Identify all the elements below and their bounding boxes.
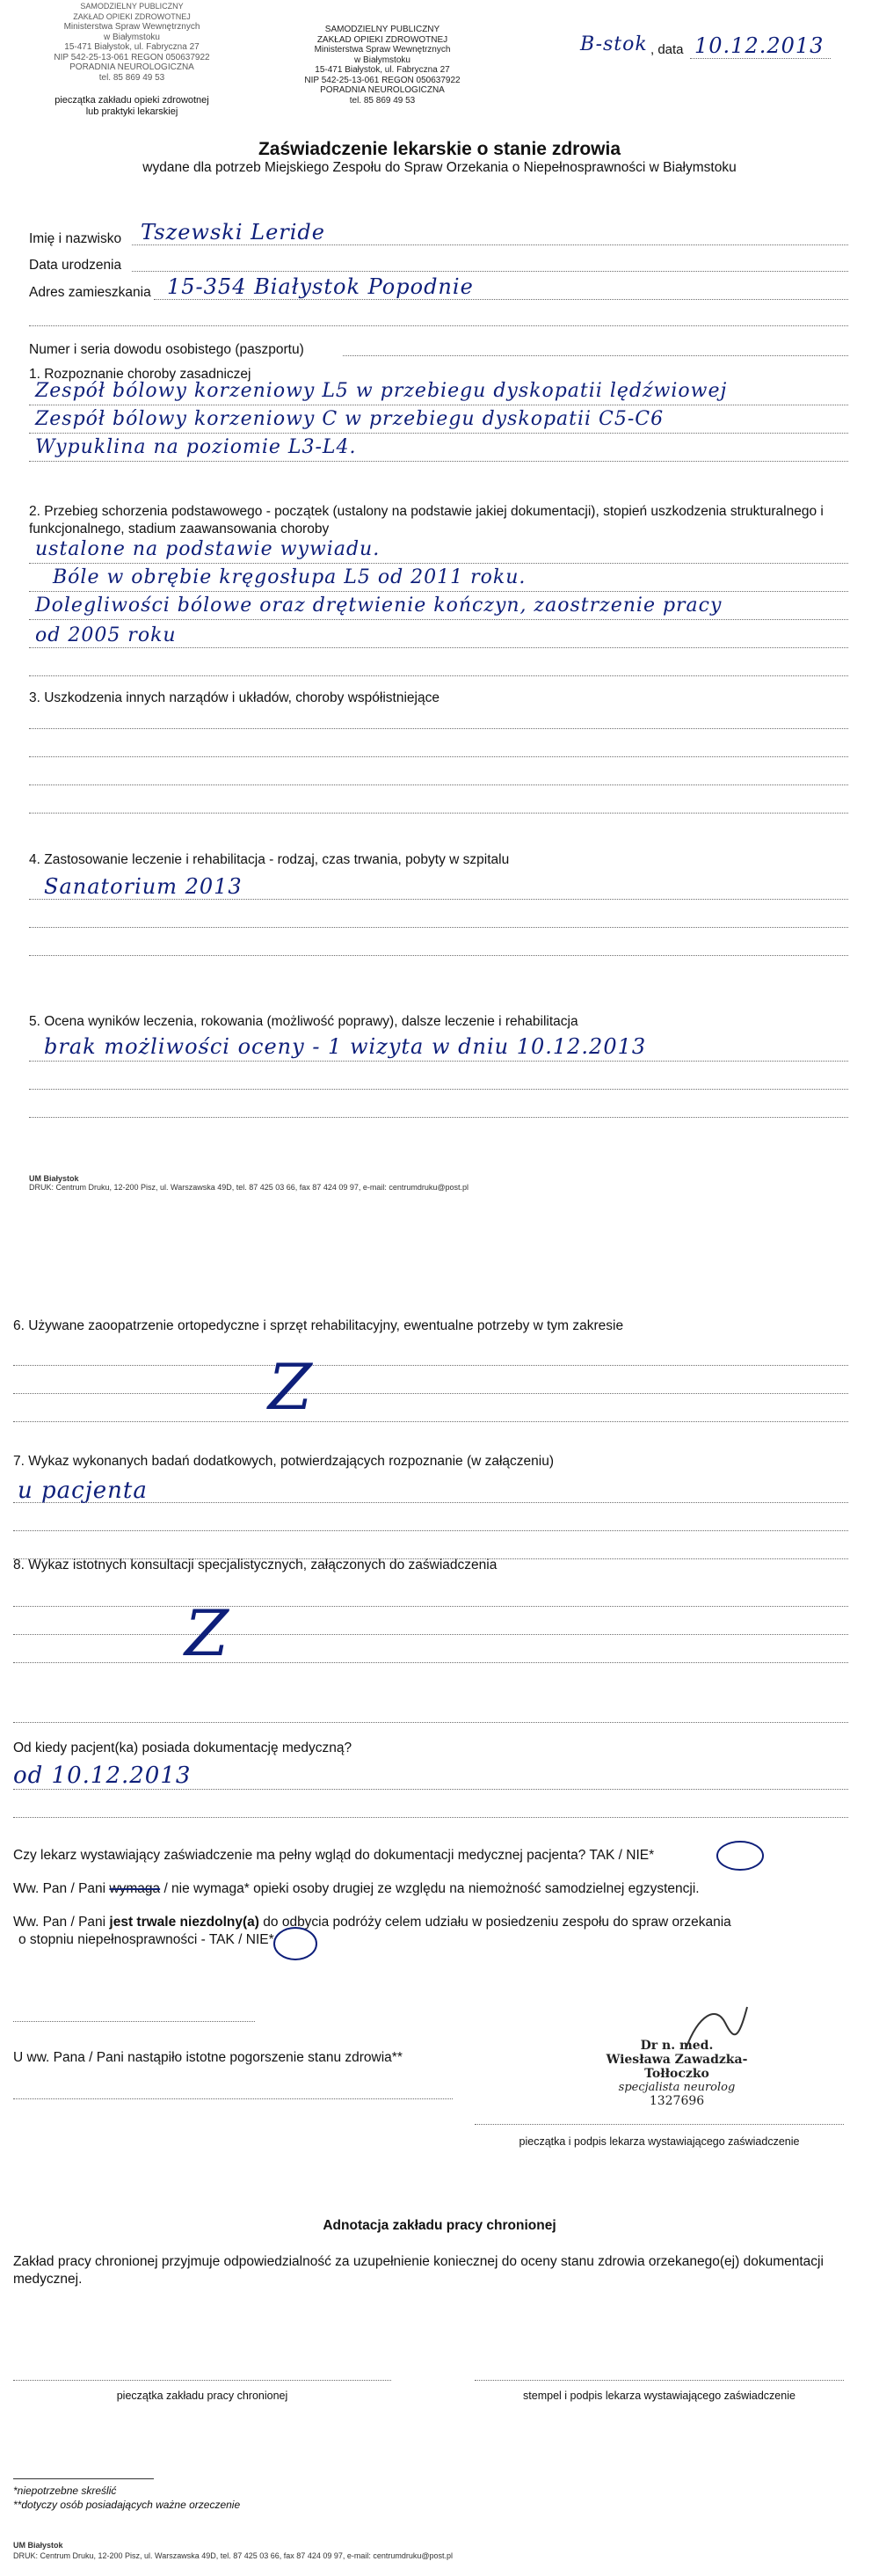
records-since-line [13, 1789, 848, 1790]
name-label: Imię i nazwisko [29, 231, 122, 246]
s2-line [29, 675, 848, 676]
q4-line [13, 2098, 453, 2099]
s5-line [29, 1061, 848, 1062]
s5-line [29, 1089, 848, 1090]
s1-line [29, 433, 848, 434]
section-4-label: 4. Zastosowanie leczenie i rehabilitacja - rodzaj, czas trwania, pobyty w szpitalu [29, 852, 510, 867]
signature-scribble [677, 1996, 756, 2058]
section-6-label: 6. Używane zaoopatrzenie ortopedyczne i sprzęt rehabilitacyjny, ewentualne potrzeby w tym zakresie [13, 1318, 624, 1333]
stamp-caption-left [35, 95, 229, 118]
diagnosis-line: Zespół bólowy korzeniowy C w przebiegu dyskopatii C5-C6 [35, 408, 665, 430]
s6-line [13, 1421, 848, 1422]
stamp-caption-line: pieczątka zakładu opieki zdrowotnej [54, 95, 209, 106]
question-health-deterioration: U ww. Pana / Pani nastąpiło istotne pogorszenie stanu zdrowia** [13, 2050, 403, 2065]
address-line [154, 299, 848, 300]
address-label: Adres zamieszkania [29, 285, 151, 300]
footnote-2: **dotyczy osób posiadających ważne orzeczenie [13, 2499, 241, 2511]
section-8-mark: Z [185, 1596, 230, 1670]
stamp-line: 15-471 Białystok, ul. Fabryczna 27 [315, 65, 450, 75]
course-line: Dolegliwości bólowe oraz drętwienie kończyn, zaostrzenie pracy [35, 595, 723, 617]
doctor-signature-caption: pieczątka i podpis lekarza wystawiającego zaświadczenie [519, 2135, 800, 2148]
stamp-line: tel. 85 869 49 53 [98, 72, 165, 83]
records-since-line-2 [13, 1817, 848, 1818]
prognosis-value: brak możliwości oceny - 1 wizyta w dniu 10.12.2013 [44, 1034, 647, 1059]
stamp-line: NIP 542-25-13-061 REGON 050637922 [54, 52, 210, 62]
tests-value: u pacjenta [18, 1478, 148, 1504]
records-since-label: Od kiedy pacjent(ka) posiada dokumentację medyczną? [13, 1740, 352, 1755]
circle-mark [714, 1838, 766, 1873]
section-6-mark: Z [268, 1350, 314, 1424]
place-handwritten: B-stok [580, 33, 648, 55]
date-label: , data [650, 42, 684, 57]
print-info-page2 [13, 2540, 453, 2561]
treatment-value: Sanatorium 2013 [44, 874, 243, 899]
id-line [343, 355, 848, 356]
clinic-stamp-left [44, 2, 220, 83]
s3-line [29, 813, 848, 814]
employer-doctor-line [475, 2380, 844, 2381]
s4-line [29, 955, 848, 956]
s8-line [13, 1722, 848, 1723]
s7-line [13, 1530, 848, 1531]
section-5-label: 5. Ocena wyników leczenia, rokowania (możliwość poprawy), dalsze leczenie i rehabilitacja [29, 1014, 578, 1029]
s8-line [13, 1606, 848, 1607]
stamp-line: Ministerstwa Spraw Wewnętrznych [314, 45, 451, 55]
stamp-line: tel. 85 869 49 53 [349, 95, 416, 106]
travel-bold: jest trwale niezdolny(a) [109, 1915, 259, 1930]
doctor-title: Dr n. med. [640, 2039, 714, 2053]
date-handwritten: 10.12.2013 [694, 33, 825, 58]
section-7-label: 7. Wykaz wykonanych badań dodatkowych, potwierdzających rozpoznanie (w załączeniu) [13, 1454, 555, 1469]
care-prefix: Ww. Pan / Pani [13, 1881, 110, 1896]
question-travel-inability [13, 1914, 857, 1949]
care-struck: wymaga [109, 1881, 161, 1896]
section-2-label: 2. Przebieg schorzenia podstawowego - początek (ustalony na podstawie jakiej dokumentacji), stopień uszkodzenia strukturalnego i funkcjonalnego, stadium zaawansowania choroby [29, 504, 824, 536]
stamp-line: NIP 542-25-13-061 REGON 050637922 [304, 75, 461, 85]
s2-line [29, 591, 848, 592]
doctor-name: Wiesława Zawadzka-Tołłoczko [606, 2053, 748, 2081]
print-line-2: DRUK: Centrum Druku, 12-200 Pisz, ul. Warszawska 49D, tel. 87 425 03 66, fax 87 424 09 97, e-mail: centrumdruku@post.pl [29, 1183, 469, 1192]
employer-stamp-line [13, 2380, 391, 2381]
address-value: 15-354 Białystok Popodnie [167, 274, 474, 299]
course-line: Bóle w obrębie kręgosłupa L5 od 2011 roku. [53, 566, 527, 588]
dob-label: Data urodzenia [29, 258, 122, 273]
circle-mark [271, 1924, 320, 1963]
section-1-label: 1. Rozpoznanie choroby zasadniczej [29, 367, 251, 382]
stamp-line: 15-471 Białystok, ul. Fabryczna 27 [64, 42, 200, 52]
section-8-label: 8. Wykaz istotnych konsultacji specjalistycznych, załączonych do zaświadczenia [13, 1558, 498, 1573]
travel-suffix: do odbycia podróży celem udziału w posiedzeniu zespołu do spraw orzekania [258, 1915, 731, 1930]
diagnosis-line: Wypuklina na poziomie L3-L4. [35, 436, 357, 458]
s4-line [29, 899, 848, 900]
question-care-need [13, 1880, 700, 1898]
care-suffix: / nie wymaga* opieki osoby drugiej ze względu na niemożność samodzielnej egzystencji. [160, 1881, 700, 1896]
footnotes [13, 2484, 240, 2512]
s3-line [29, 756, 848, 757]
diagnosis-line: Zespół bólowy korzeniowy L5 w przebiegu dyskopatii lędźwiowej [35, 380, 728, 402]
name-value: Tszewski Leride [141, 220, 325, 244]
s2-line [29, 647, 848, 648]
course-line: od 2005 roku [35, 624, 177, 646]
travel-line-2: o stopniu niepełnosprawności - TAK / NIE* [18, 1932, 274, 1947]
print-line-1: UM Białystok [29, 1174, 79, 1183]
date-line [690, 58, 831, 59]
address-line-2 [29, 325, 848, 326]
print-line-1: UM Białystok [13, 2541, 63, 2550]
stamp-line: w Białymstoku [104, 32, 160, 42]
document-subtitle: wydane dla potrzeb Miejskiego Zespołu do Spraw Orzekania o Niepełnosprawności w Białymstoku [142, 160, 737, 175]
footnote-divider [13, 2478, 154, 2479]
employer-text: Zakład pracy chronionej przyjmuje odpowiedzialność za uzupełnienie koniecznej do oceny stanu zdrowia orzekanego(ej) dokumentacji medycznej. [13, 2254, 824, 2287]
s3-line [29, 728, 848, 729]
stamp-line: PORADNIA NEUROLOGICZNA [69, 62, 194, 72]
document-title: Zaświadczenie lekarskie o stanie zdrowia [258, 139, 621, 159]
s6-line [13, 1393, 848, 1394]
dob-line [132, 271, 848, 272]
doctor-number: 1327696 [649, 2094, 705, 2108]
s4-line [29, 927, 848, 928]
stamp-line: ZAKŁAD OPIEKI ZDROWOTNEJ [73, 11, 191, 21]
stamp-line: PORADNIA NEUROLOGICZNA [320, 85, 445, 95]
section-3-label: 3. Uszkodzenia innych narządów i układów, choroby współistniejące [29, 690, 440, 705]
s1-line [29, 461, 848, 462]
stamp-line: SAMODZIELNY PUBLICZNY [80, 2, 184, 11]
travel-prefix: Ww. Pan / Pani [13, 1915, 110, 1930]
question-documentation-access: Czy lekarz wystawiający zaświadczenie ma pełny wgląd do dokumentacji medycznej pacjenta? TAK / NIE* [13, 1848, 655, 1863]
s3-line [29, 784, 848, 785]
stamp-caption-line: lub praktyki lekarskiej [85, 106, 178, 117]
employer-heading: Adnotacja zakładu pracy chronionej [323, 2218, 556, 2233]
clinic-stamp-right [290, 25, 475, 106]
stamp-line: Ministerstwa Spraw Wewnętrznych [63, 22, 200, 32]
stamp-line: ZAKŁAD OPIEKI ZDROWOTNEJ [316, 34, 448, 45]
id-label: Numer i seria dowodu osobistego (paszportu) [29, 342, 304, 357]
print-line-2: DRUK: Centrum Druku, 12-200 Pisz, ul. Warszawska 49D, tel. 87 425 03 66, fax 87 424 09 97, e-mail: centrumdruku@post.pl [13, 2551, 454, 2560]
q4-top-line [13, 2021, 255, 2022]
s2-line [29, 563, 848, 564]
course-line: ustalone na podstawie wywiadu. [35, 538, 381, 560]
stamp-line: SAMODZIELNY PUBLICZNY [324, 25, 440, 34]
stamp-line: w Białymstoku [354, 55, 410, 65]
s8-line [13, 1634, 848, 1635]
s2-line [29, 619, 848, 620]
s5-line [29, 1117, 848, 1118]
name-line [132, 244, 848, 245]
employer-doctor-caption: stempel i podpis lekarza wystawiającego zaświadczenie [523, 2390, 795, 2402]
print-info-page1 [29, 1174, 469, 1192]
records-since-value: od 10.12.2013 [13, 1762, 192, 1789]
employer-stamp-caption: pieczątka zakładu pracy chronionej [116, 2390, 288, 2402]
doctor-signature-line [475, 2124, 844, 2125]
footnote-1: *niepotrzebne skreślić [13, 2485, 117, 2497]
s8-line [13, 1662, 848, 1663]
s6-line [13, 1365, 848, 1366]
doctor-specialty: specjalista neurolog [618, 2081, 736, 2094]
